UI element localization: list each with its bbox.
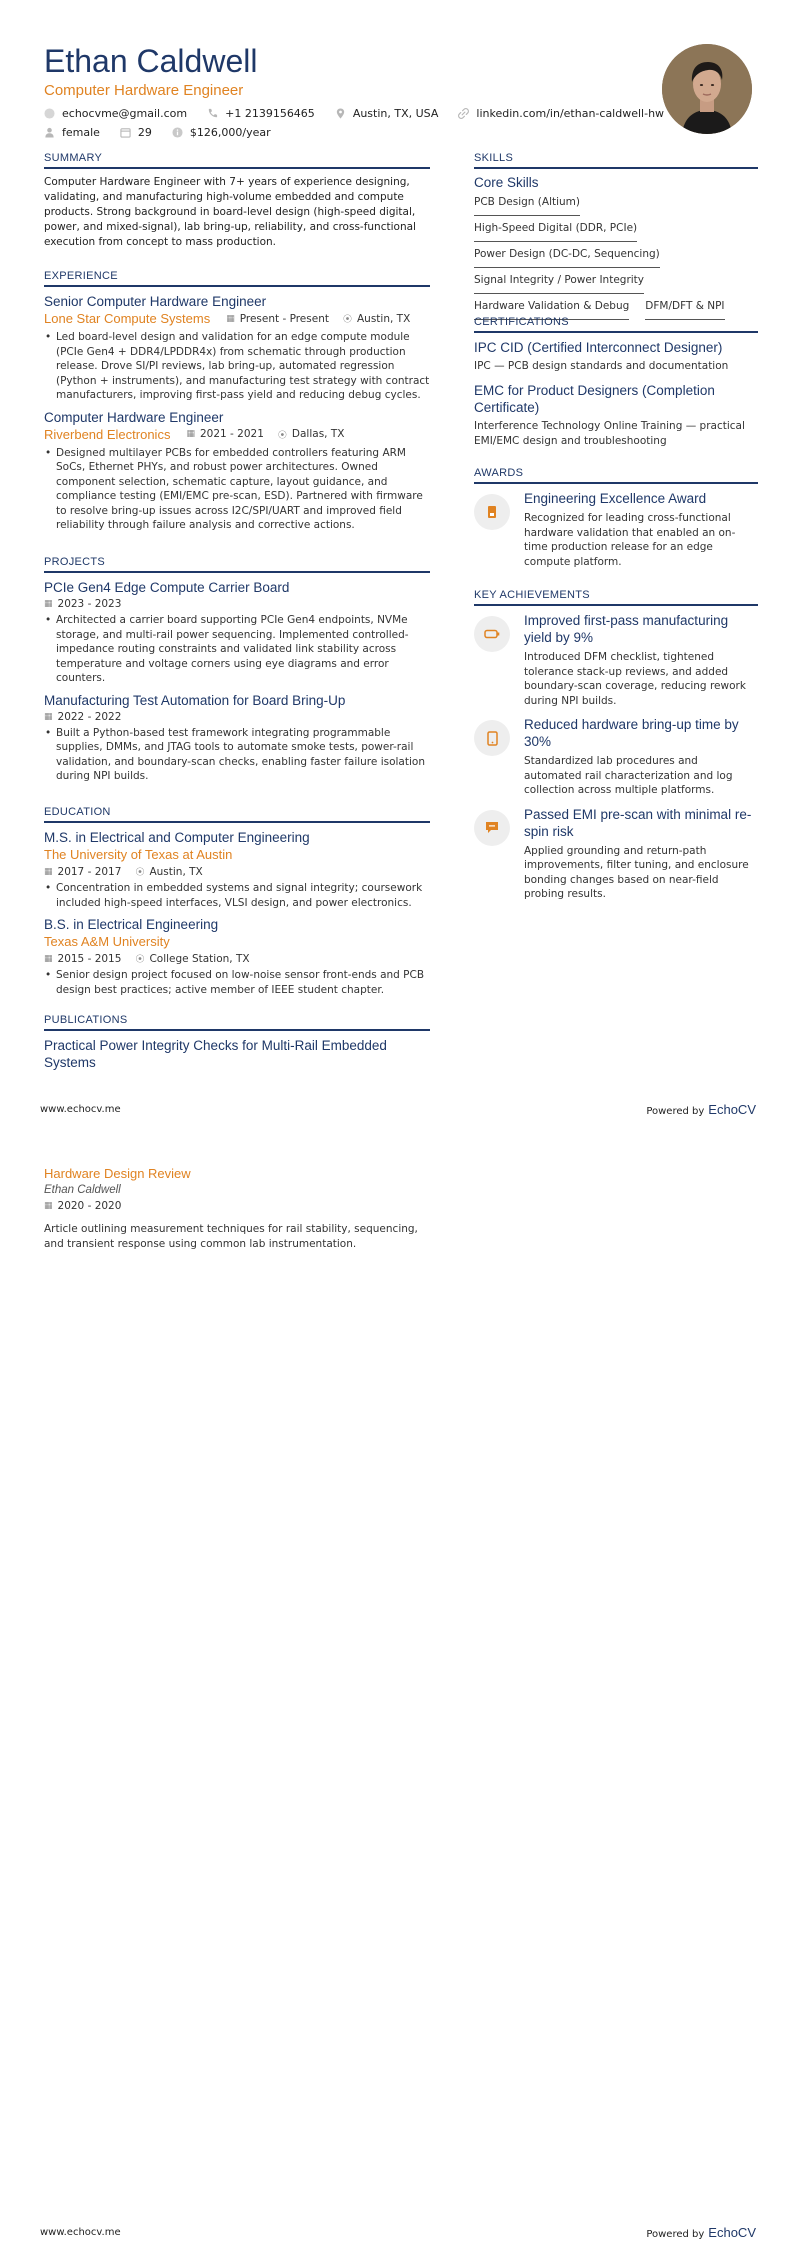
achievement-item (474, 806, 758, 902)
map-pin-icon: ⦿ (135, 955, 145, 965)
brand-logo: EchoCV (708, 2225, 756, 2240)
certification-item (474, 382, 758, 449)
contact-linkedin[interactable]: linkedin.com/in/ethan-caldwell-hw (458, 107, 664, 120)
powered-by-label: Powered by (646, 2229, 705, 2240)
projects-heading: PROJECTS (44, 556, 430, 573)
skills-heading: SKILLS (474, 152, 758, 169)
calendar-icon: ▦ (44, 1201, 53, 1211)
skill-tags (474, 194, 758, 320)
education-item (44, 829, 430, 910)
skill-tag: PCB Design (Altium) (474, 194, 580, 216)
job-meta (186, 428, 344, 441)
phone-icon (207, 108, 218, 119)
skill-tag: Signal Integrity / Power Integrity (474, 272, 644, 294)
education-item (44, 916, 430, 997)
achievements-section (474, 589, 758, 902)
skill-tag: Power Design (DC-DC, Sequencing) (474, 246, 660, 268)
contact-row-1 (44, 107, 665, 120)
achievement-item (474, 716, 758, 798)
certification-title: EMC for Product Designers (Completion Certificate) (474, 383, 715, 415)
achievement-title: Reduced hardware bring-up time by 30% (524, 717, 739, 749)
link-icon (458, 108, 469, 119)
education-location: ⦿ Austin, TX (135, 865, 203, 878)
skill-tag: DFM/DFT & NPI (645, 298, 724, 320)
award-body (524, 490, 758, 569)
education-section (44, 806, 430, 997)
project-meta (44, 711, 430, 723)
skill-tag: High-Speed Digital (DDR, PCIe) (474, 220, 637, 242)
certification-desc: Interference Technology Online Training — practical EMI/EMC design and troubleshooting (474, 420, 745, 447)
skills-group-title: Core Skills (474, 175, 539, 190)
education-bullet: • Senior design project focused on low-noise sensor front-ends and PCB design best practices; active member of IEEE student chapter. (44, 968, 430, 997)
contact-email[interactable]: echocvme@gmail.com (44, 107, 187, 120)
award-title: Engineering Excellence Award (524, 491, 707, 506)
project-title: Manufacturing Test Automation for Board Bring-Up (44, 692, 346, 708)
job-dates: ▦ 2021 - 2021 (186, 428, 264, 440)
calendar-icon (120, 127, 131, 138)
job-dates: ▦ Present - Present (226, 312, 329, 325)
footer-website[interactable]: www.echocv.me (40, 1104, 121, 1115)
avatar (662, 44, 752, 134)
contact-salary: $126,000/year (172, 126, 271, 139)
company-name: Lone Star Compute Systems (44, 311, 211, 326)
publications-heading: PUBLICATIONS (44, 1014, 430, 1031)
certification-item (474, 339, 758, 374)
project-item (44, 692, 430, 784)
email-icon (44, 108, 55, 119)
education-heading: EDUCATION (44, 806, 430, 823)
achievement-body (524, 806, 758, 902)
footer-powered (646, 1102, 756, 1117)
degree-title: B.S. in Electrical Engineering (44, 917, 219, 932)
award-icon (474, 494, 510, 530)
calendar-icon: ▦ (226, 313, 235, 324)
awards-section (474, 467, 758, 569)
education-location: ⦿ College Station, TX (135, 952, 250, 965)
publication-desc: Article outlining measurement techniques for rail stability, sequencing, and transient response using common lab instrumentation. (44, 1223, 418, 1250)
school-name: The University of Texas at Austin (44, 847, 233, 862)
job-location: ⦿ Austin, TX (342, 312, 411, 325)
project-dates: ▦ 2023 - 2023 (44, 598, 122, 610)
profile-photo (662, 44, 752, 134)
certifications-heading: CERTIFICATIONS (474, 316, 758, 333)
award-item (474, 490, 758, 569)
calendar-icon: ▦ (44, 599, 53, 609)
certifications-section (474, 316, 758, 449)
candidate-role: Computer Hardware Engineer (44, 82, 244, 99)
project-item (44, 579, 430, 686)
skill-tag: Hardware Validation & Debug (474, 298, 629, 320)
map-pin-icon: ⦿ (277, 430, 287, 441)
summary-text: Computer Hardware Engineer with 7+ years of experience designing, validating, and manufacturing high-volume embedded and compute products. Strong background in board-level design (high-speed digital, power, and mixed-signal), lab bring-up, reliability, and cross-functional execution from concept to mass production. (44, 176, 416, 248)
contact-phone[interactable]: +1 2139156465 (207, 107, 315, 120)
contact-age: 29 (120, 126, 152, 139)
summary-section (44, 152, 430, 250)
experience-section (44, 270, 430, 533)
publication-title: Practical Power Integrity Checks for Multi-Rail Embedded Systems (44, 1038, 387, 1070)
brand-logo: EchoCV (708, 1102, 756, 1117)
powered-by-label: Powered by (646, 1106, 705, 1117)
publications-section (44, 1014, 430, 1071)
projects-section (44, 556, 430, 784)
map-pin-icon: ⦿ (342, 315, 352, 325)
achievement-title: Passed EMI pre-scan with minimal re-spin risk (524, 806, 752, 839)
job-bullet: • Led board-level design and validation for an edge compute module (PCIe Gen4 + DDR4/LPDDR4x) from schematic through production release. Drove SI/PI reviews, lab bring-up, automated regression (Python + instruments), and manufacturing test strategy with contract manufacturers, improving first-pass yield and reducing debug cycles. (44, 330, 430, 403)
publication-publisher: Hardware Design Review (44, 1166, 191, 1181)
education-dates: ▦ 2015 - 2015 (44, 952, 122, 965)
education-meta (44, 865, 430, 878)
achievement-body (524, 612, 758, 708)
publication-continued (44, 1165, 430, 1252)
project-bullet: • Built a Python-based test framework integrating programmable supplies, DMMs, and JTAG tools to automate smoke tests, power-rail validation, and boundary-scan checks, enabling faster failure isolation during NPI builds. (44, 726, 430, 784)
company-name: Riverbend Electronics (44, 426, 171, 442)
project-meta (44, 598, 430, 610)
degree-title: M.S. in Electrical and Computer Engineering (44, 830, 310, 845)
achievements-heading: KEY ACHIEVEMENTS (474, 589, 758, 606)
achievement-title: Improved first-pass manufacturing yield by 9% (524, 613, 729, 645)
map-pin-icon: ⦿ (135, 868, 145, 878)
achievement-desc: Standardized lab procedures and automated rail characterization and log collection across multiple platforms. (524, 755, 733, 796)
experience-item (44, 409, 430, 533)
publication-dates: ▦ 2020 - 2020 (44, 1200, 122, 1212)
footer-powered (646, 2225, 756, 2240)
page-footer (40, 2225, 756, 2240)
job-sub-row (44, 310, 430, 327)
publication-meta (44, 1200, 430, 1212)
education-dates: ▦ 2017 - 2017 (44, 865, 122, 878)
experience-item (44, 293, 430, 403)
achievement-item (474, 612, 758, 708)
achievement-body (524, 716, 758, 798)
job-bullet: • Designed multilayer PCBs for embedded controllers featuring ARM SoCs, Ethernet PHYs, and robust power architectures. Owned component selection, schematic capture, layout guidance, and compliance testing (EMI/EMC pre-scan, ESD). Partnered with firmware to resolve bring-up issues across I2C/SPI/UART and improved field reliability through failure analysis and corrective actions. (44, 446, 430, 533)
comment-icon (474, 810, 510, 846)
award-desc: Recognized for leading cross-functional hardware validation that enabled an on-time production release for an edge compute platform. (524, 512, 736, 568)
job-title: Computer Hardware Engineer (44, 409, 224, 425)
info-circle-icon (172, 127, 183, 138)
job-title: Senior Computer Hardware Engineer (44, 294, 267, 309)
battery-icon (474, 616, 510, 652)
school-name: Texas A&M University (44, 934, 170, 949)
footer-website[interactable]: www.echocv.me (40, 2227, 121, 2238)
contact-location: Austin, TX, USA (335, 107, 439, 120)
education-meta (44, 952, 430, 965)
education-bullet: • Concentration in embedded systems and signal integrity; coursework included high-speed interfaces, VLSI design, and power electronics. (44, 881, 430, 910)
contact-gender: female (44, 126, 100, 139)
project-dates: ▦ 2022 - 2022 (44, 710, 122, 723)
awards-heading: AWARDS (474, 467, 758, 484)
project-title: PCIe Gen4 Edge Compute Carrier Board (44, 580, 290, 595)
experience-heading: EXPERIENCE (44, 270, 430, 287)
resume-header (44, 42, 665, 139)
certification-title: IPC CID (Certified Interconnect Designer) (474, 340, 723, 355)
map-pin-icon (335, 108, 346, 119)
project-bullet: • Architected a carrier board supporting PCIe Gen4 endpoints, NVMe storage, and multi-rail power sequencing. Implemented controlled-impedance routing constraints and validated link stability across temperature and voltage corners using eye diagrams and error counters. (44, 613, 430, 686)
contact-row-2 (44, 126, 644, 139)
user-icon (44, 127, 55, 138)
job-sub-row (44, 426, 430, 443)
calendar-icon: ▦ (44, 866, 53, 877)
skills-section (474, 152, 758, 320)
calendar-icon: ▦ (44, 953, 53, 964)
achievement-desc: Introduced DFM checklist, tightened tolerance stack-up reviews, and added boundary-scan coverage, reducing rework during NPI builds. (524, 651, 746, 707)
tablet-icon (474, 720, 510, 756)
publication-author: Ethan Caldwell (44, 1184, 121, 1196)
job-meta (226, 312, 410, 325)
certification-desc: IPC — PCB design standards and documentation (474, 360, 729, 372)
calendar-icon: ▦ (44, 711, 53, 722)
resume-page-2 (0, 1123, 794, 2246)
calendar-icon: ▦ (186, 429, 195, 439)
page-footer (40, 1102, 756, 1117)
job-location: ⦿ Dallas, TX (277, 428, 345, 441)
summary-heading: SUMMARY (44, 152, 430, 169)
achievement-desc: Applied grounding and return-path improvements, filter tuning, and enclosure bonding changes based on near-field probing results. (524, 844, 749, 900)
candidate-name: Ethan Caldwell (44, 43, 258, 79)
